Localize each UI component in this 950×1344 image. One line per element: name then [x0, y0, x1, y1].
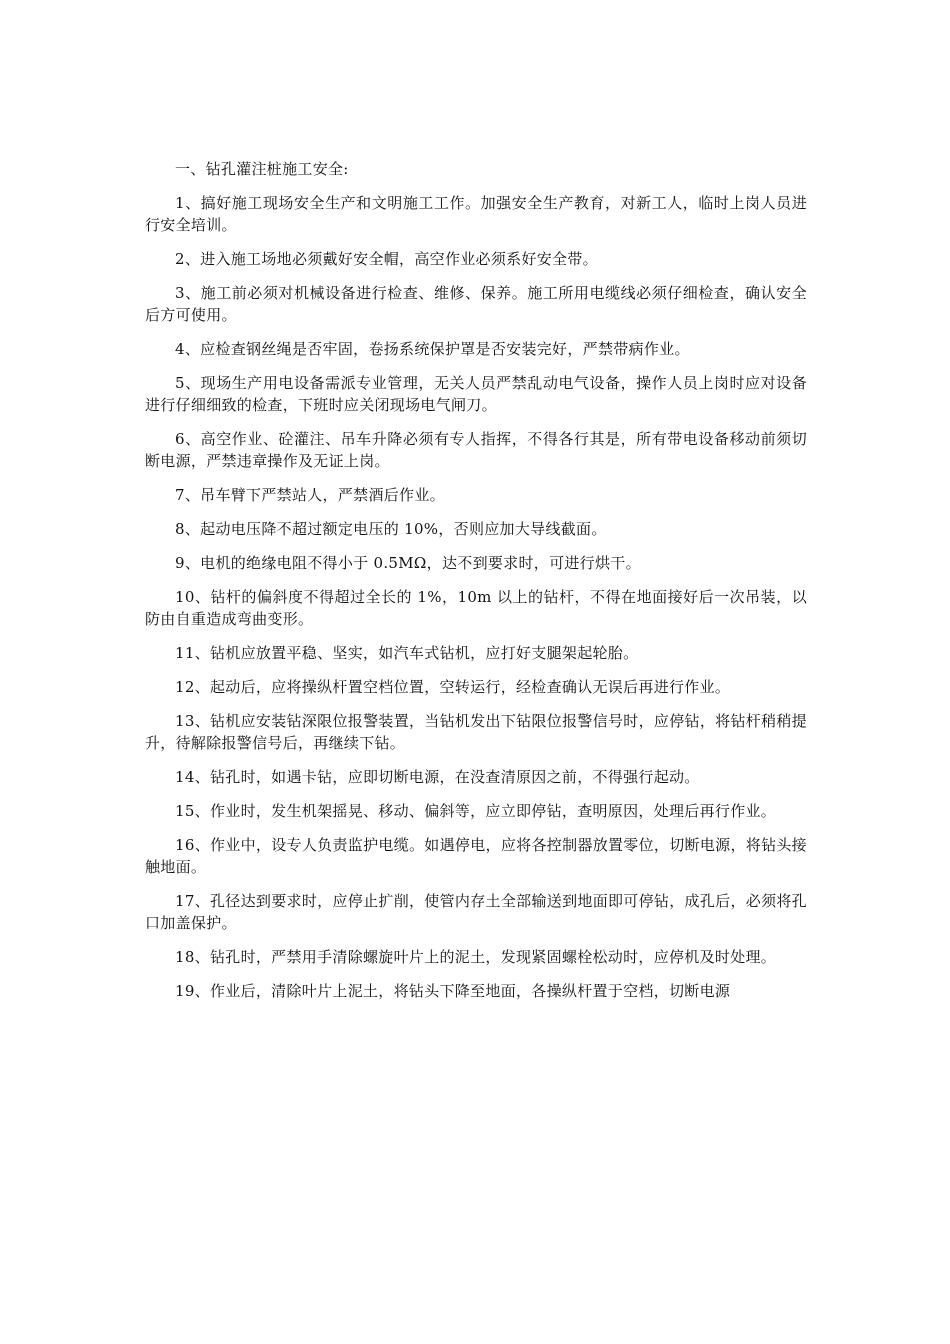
safety-item-12: 12、起动后，应将操纵杆置空档位置，空转运行，经检查确认无误后再进行作业。: [175, 678, 731, 696]
safety-item-4: 4、应检查钢丝绳是否牢固，卷扬系统保护罩是否安装完好，严禁带病作业。: [175, 340, 690, 358]
safety-item-18: 18、钻孔时，严禁用手清除螺旋叶片上的泥土，发现紧固螺栓松动时，应停机及时处理。: [175, 948, 777, 966]
safety-item-8: 8、起动电压降不超过额定电压的 10%，否则应加大导线截面。: [175, 520, 607, 538]
document-body: [145, 158, 807, 1014]
safety-item-14: 14、钻孔时，如遇卡钻，应即切断电源，在没查清原因之前，不得强行起动。: [175, 768, 700, 786]
safety-item-7: 7、吊车臂下严禁站人，严禁酒后作业。: [175, 486, 445, 504]
safety-item-16: 16、作业中，设专人负责监护电缆。如遇停电，应将各控制器放置零位，切断电源，将钻头接触地面。: [145, 836, 807, 876]
safety-item-13: 13、钻机应安装钻深限位报警装置，当钻机发出下钻限位报警信号时，应停钻，将钻杆稍稍提升，待解除报警信号后，再继续下钻。: [145, 712, 807, 752]
safety-item-1: 1、搞好施工现场安全生产和文明施工工作。加强安全生产教育，对新工人，临时上岗人员进行安全培训。: [145, 194, 807, 234]
safety-item-5: 5、现场生产用电设备需派专业管理，无关人员严禁乱动电气设备，操作人员上岗时应对设备进行仔细细致的检查，下班时应关闭现场电气闸刀。: [145, 374, 807, 414]
safety-item-2: 2、进入施工场地必须戴好安全帽，高空作业必须系好安全带。: [175, 250, 598, 268]
safety-item-9: 9、电机的绝缘电阻不得小于 0.5MΩ，达不到要求时，可进行烘干。: [175, 554, 641, 572]
safety-item-6: 6、高空作业、砼灌注、吊车升降必须有专人指挥，不得各行其是，所有带电设备移动前须切断电源，严禁违章操作及无证上岗。: [145, 430, 807, 470]
safety-item-3: 3、施工前必须对机械设备进行检查、维修、保养。施工所用电缆线必须仔细检查，确认安全后方可使用。: [145, 284, 807, 324]
safety-item-15: 15、作业时，发生机架摇晃、移动、偏斜等，应立即停钻，查明原因，处理后再行作业。: [175, 802, 777, 820]
section-heading: 一、钻孔灌注桩施工安全:: [175, 160, 349, 178]
safety-item-11: 11、钻机应放置平稳、坚实，如汽车式钻机，应打好支腿架起轮胎。: [175, 644, 639, 662]
safety-item-10: 10、钻杆的偏斜度不得超过全长的 1%，10m 以上的钻杆，不得在地面接好后一次吊装，以防由自重造成弯曲变形。: [145, 588, 807, 628]
safety-item-19: 19、作业后，清除叶片上泥土，将钻头下降至地面，各操纵杆置于空档，切断电源: [175, 982, 731, 1000]
safety-item-17: 17、孔径达到要求时，应停止扩削，使管内存土全部输送到地面即可停钻，成孔后，必须将孔口加盖保护。: [145, 892, 807, 932]
